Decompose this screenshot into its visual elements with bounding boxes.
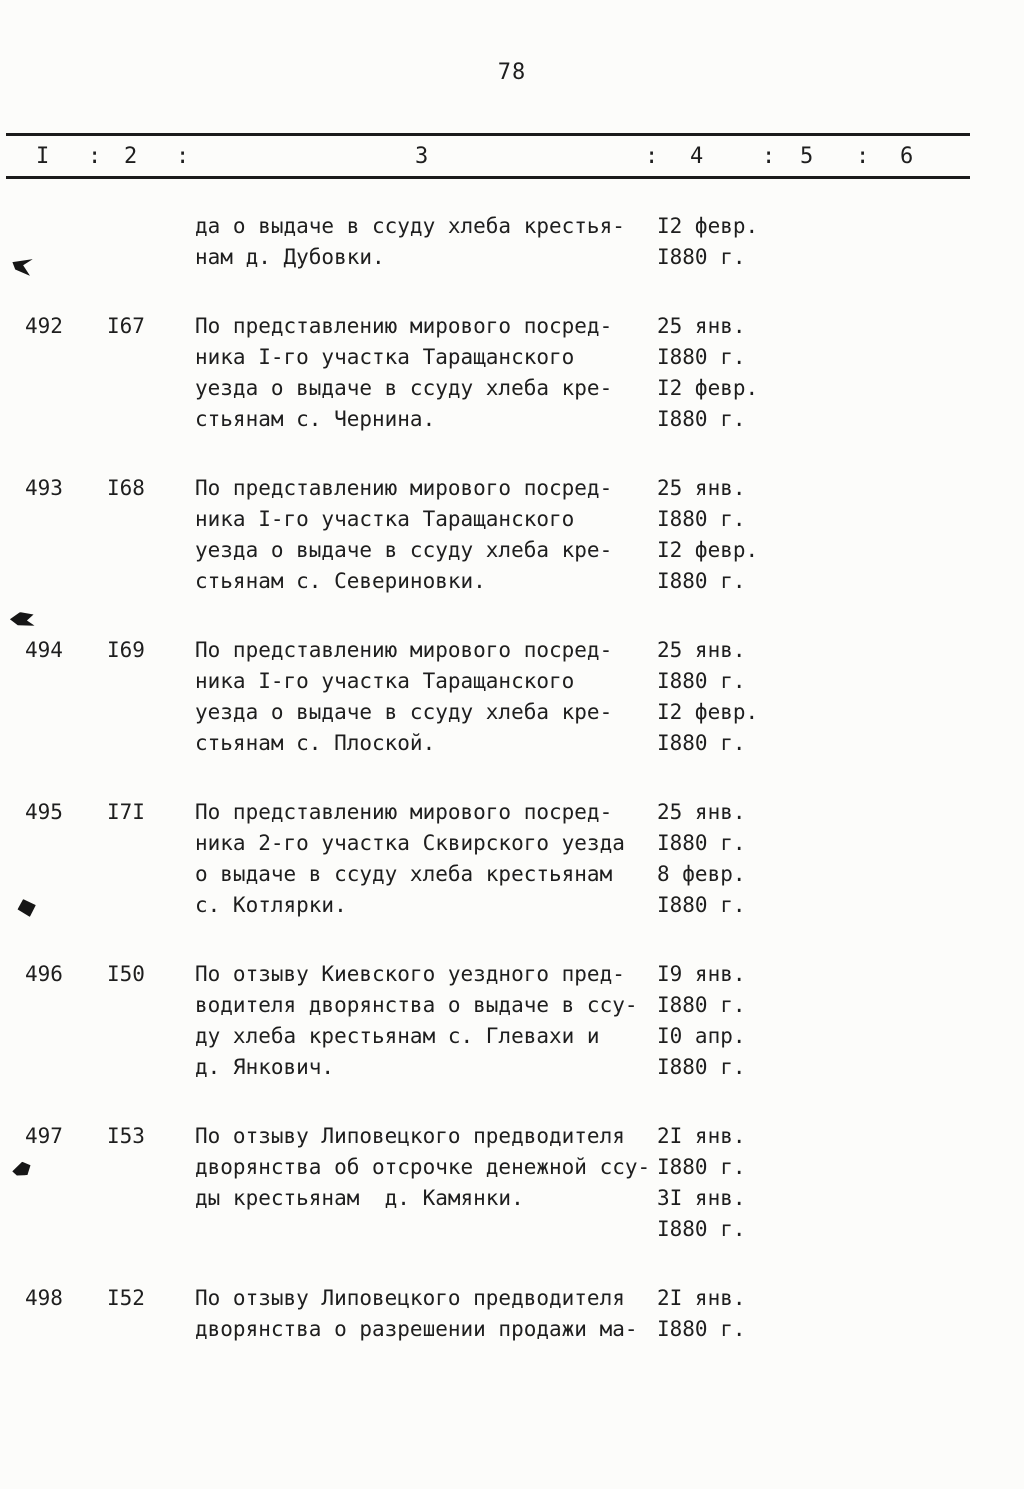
header-separator: : <box>762 144 776 169</box>
description-line: По представлению мирового посред- <box>195 638 613 662</box>
description-line: стьянам с. Плоской. <box>195 731 436 755</box>
date-line: I880 г. <box>657 507 746 531</box>
table-row <box>25 1283 1024 1345</box>
entry-dates <box>657 1121 1024 1245</box>
description-line: нам д. Дубовки. <box>195 245 385 269</box>
header-col-1: I <box>36 144 50 169</box>
description-line: дворянства об отсрочке денежной ссу- <box>195 1155 651 1179</box>
entry-description <box>195 1121 657 1245</box>
entry-dates <box>657 797 1024 921</box>
date-line: I880 г. <box>657 407 746 431</box>
date-line: I2 февр. <box>657 376 759 400</box>
header-col-4: 4 <box>690 144 704 169</box>
table-row <box>25 311 1024 435</box>
entry-doc-number: I67 <box>107 314 145 338</box>
date-line: 2I янв. <box>657 1286 746 1310</box>
header-col-2: 2 <box>124 144 138 169</box>
table-row <box>25 473 1024 597</box>
entry-doc-number <box>107 211 195 273</box>
description-line: По представлению мирового посред- <box>195 476 613 500</box>
header-col-3: 3 <box>415 144 429 169</box>
page-number: 78 <box>497 60 527 85</box>
description-line: По отзыву Липовецкого предводителя <box>195 1286 625 1310</box>
entry-description <box>195 211 657 273</box>
description-line: стьянам с. Чернина. <box>195 407 436 431</box>
header-col-5: 5 <box>800 144 814 169</box>
entry-doc-number: I68 <box>107 476 145 500</box>
entries <box>0 179 1024 1345</box>
header-separator: : <box>645 144 659 169</box>
entry-description <box>195 635 657 759</box>
table-row <box>25 1121 1024 1245</box>
date-line: I880 г. <box>657 731 746 755</box>
description-line: По представлению мирового посред- <box>195 800 613 824</box>
header-separator: : <box>856 144 870 169</box>
date-line: 25 янв. <box>657 476 746 500</box>
description-line: ника I-го участка Таращанского <box>195 669 575 693</box>
date-line: I880 г. <box>657 669 746 693</box>
description-line: д. Янкович. <box>195 1055 335 1079</box>
entry-dates <box>657 959 1024 1083</box>
date-line: I9 янв. <box>657 962 746 986</box>
entry-number: 498 <box>25 1286 63 1310</box>
date-line: I880 г. <box>657 1317 746 1341</box>
date-line: I2 февр. <box>657 214 759 238</box>
header-separator: : <box>88 144 102 169</box>
entry-number: 494 <box>25 638 63 662</box>
date-line: I2 февр. <box>657 700 759 724</box>
date-line: I2 февр. <box>657 538 759 562</box>
entry-number: 495 <box>25 800 63 824</box>
date-line: 25 янв. <box>657 800 746 824</box>
header-separator: : <box>176 144 190 169</box>
description-line: По отзыву Липовецкого предводителя <box>195 1124 625 1148</box>
entry-doc-number: I50 <box>107 962 145 986</box>
entry-number: 492 <box>25 314 63 338</box>
entry-doc-number: I7I <box>107 800 145 824</box>
date-line: 25 янв. <box>657 314 746 338</box>
table-row <box>25 211 1024 273</box>
entry-dates <box>657 1283 1024 1345</box>
description-line: стьянам с. Севериновки. <box>195 569 486 593</box>
entry-doc-number: I53 <box>107 1124 145 1148</box>
description-line: По отзыву Киевского уездного пред- <box>195 962 625 986</box>
entry-dates <box>657 473 1024 597</box>
date-line: 25 янв. <box>657 638 746 662</box>
date-line: I880 г. <box>657 993 746 1017</box>
entry-description <box>195 311 657 435</box>
entry-description <box>195 473 657 597</box>
entry-description <box>195 797 657 921</box>
entry-doc-number: I69 <box>107 638 145 662</box>
date-line: I880 г. <box>657 893 746 917</box>
date-line: 2I янв. <box>657 1124 746 1148</box>
description-line: водителя дворянства о выдаче в ссу- <box>195 993 638 1017</box>
entry-number <box>25 211 107 273</box>
date-line: 8 февр. <box>657 862 746 886</box>
description-line: По представлению мирового посред- <box>195 314 613 338</box>
date-line: I880 г. <box>657 245 746 269</box>
entry-number: 497 <box>25 1124 63 1148</box>
date-line: I880 г. <box>657 569 746 593</box>
date-line: I880 г. <box>657 1155 746 1179</box>
description-line: ду хлеба крестьянам с. Глевахи и <box>195 1024 600 1048</box>
description-line: уезда о выдаче в ссуду хлеба кре- <box>195 700 613 724</box>
entry-description <box>195 959 657 1083</box>
entry-number: 493 <box>25 476 63 500</box>
description-line: ды крестьянам д. Камянки. <box>195 1186 524 1210</box>
description-line: уезда о выдаче в ссуду хлеба кре- <box>195 376 613 400</box>
table-row <box>25 797 1024 921</box>
description-line: уезда о выдаче в ссуду хлеба кре- <box>195 538 613 562</box>
description-line: дворянства о разрешении продажи ма- <box>195 1317 638 1341</box>
description-line: ника 2-го участка Сквирского уезда <box>195 831 625 855</box>
entry-dates <box>657 311 1024 435</box>
date-line: 3I янв. <box>657 1186 746 1210</box>
date-line: I880 г. <box>657 345 746 369</box>
entry-dates <box>657 635 1024 759</box>
entry-dates <box>657 211 1024 273</box>
header-col-6: 6 <box>900 144 914 169</box>
date-line: I880 г. <box>657 831 746 855</box>
description-line: о выдаче в ссуду хлеба крестьянам <box>195 862 613 886</box>
date-line: I880 г. <box>657 1055 746 1079</box>
table-row <box>25 635 1024 759</box>
entry-number: 496 <box>25 962 63 986</box>
table-header <box>6 133 970 179</box>
description-line: ника I-го участка Таращанского <box>195 507 575 531</box>
description-line: с. Котлярки. <box>195 893 347 917</box>
description-line: да о выдаче в ссуду хлеба крестья- <box>195 214 625 238</box>
date-line: I880 г. <box>657 1217 746 1241</box>
entry-doc-number: I52 <box>107 1286 145 1310</box>
description-line: ника I-го участка Таращанского <box>195 345 575 369</box>
table-row <box>25 959 1024 1083</box>
date-line: I0 апр. <box>657 1024 746 1048</box>
entry-description <box>195 1283 657 1345</box>
